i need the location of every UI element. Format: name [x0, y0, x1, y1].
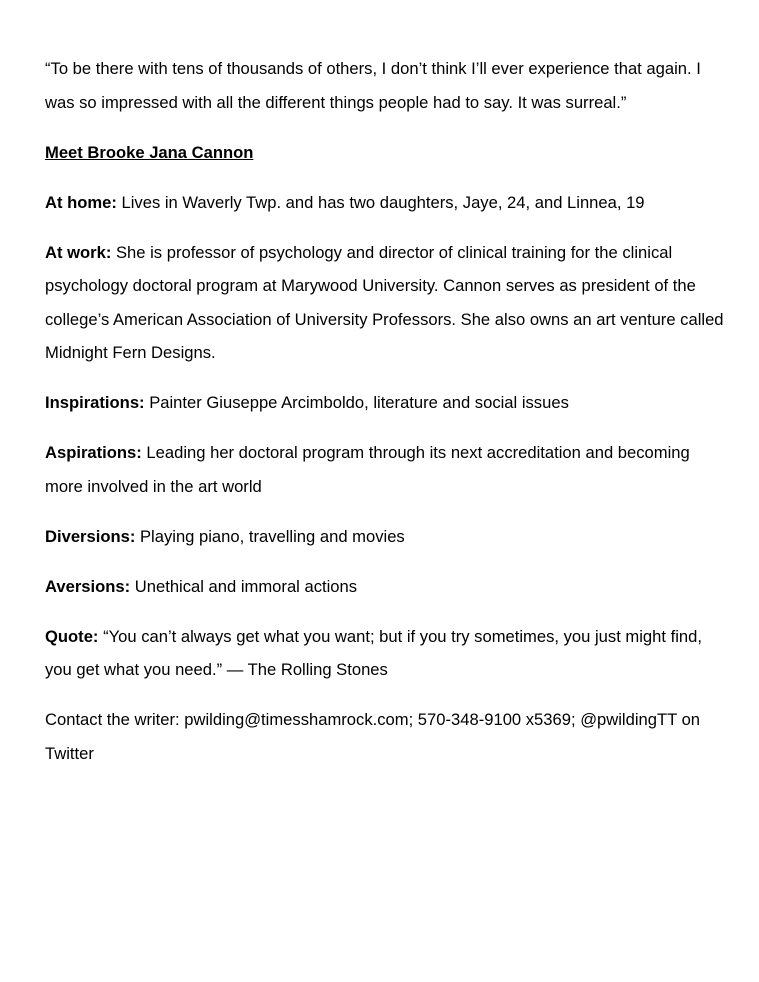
profile-label: Aspirations: [45, 443, 142, 462]
profile-diversions [45, 520, 725, 554]
profile-text: Painter Giuseppe Arcimboldo, literature and social issues [144, 393, 569, 412]
profile-text: “You can’t always get what you want; but if you try sometimes, you just might find, you get what you need.” — The Rolling Stones [45, 626, 702, 679]
section-heading: Meet Brooke Jana Cannon [45, 142, 254, 162]
profile-label: Diversions: [45, 526, 136, 546]
document-page [45, 52, 725, 787]
profile-label: At home: [45, 192, 117, 212]
profile-text: She is professor of psychology and director of clinical training for the clinical psychology doctoral program at Marywood University. Cannon serves as president of the college’s American Association of University Professors. She also owns an art venture called Midnight Fern Designs. [45, 242, 724, 362]
profile-label: Quote: [45, 626, 99, 646]
contact-line: Contact the writer: pwilding@timesshamrock.com; 570-348-9100 x5369; @pwildingTT on Twitter [45, 710, 701, 763]
profile-quote [45, 620, 725, 687]
profile-aspirations [45, 436, 725, 503]
profile-text: Leading her doctoral program through its next accreditation and becoming more involved in the art world [45, 443, 690, 496]
profile-text: Playing piano, travelling and movies [135, 526, 405, 546]
profile-text: Lives in Waverly Twp. and has two daughters, Jaye, 24, and Linnea, 19 [116, 192, 645, 212]
profile-label: Aversions: [45, 576, 131, 596]
profile-aversions [45, 570, 725, 604]
profile-label: Inspirations: [45, 393, 145, 412]
profile-at-home [45, 186, 725, 220]
profile-at-work [45, 236, 725, 370]
profile-inspirations [45, 386, 725, 420]
profile-text: Unethical and immoral actions [130, 576, 358, 596]
intro-quote: “To be there with tens of thousands of others, I don’t think I’ll ever experience that again. I was so impressed with all the different things people had to say. It was surreal.” [45, 59, 701, 112]
profile-label: At work: [45, 242, 112, 262]
